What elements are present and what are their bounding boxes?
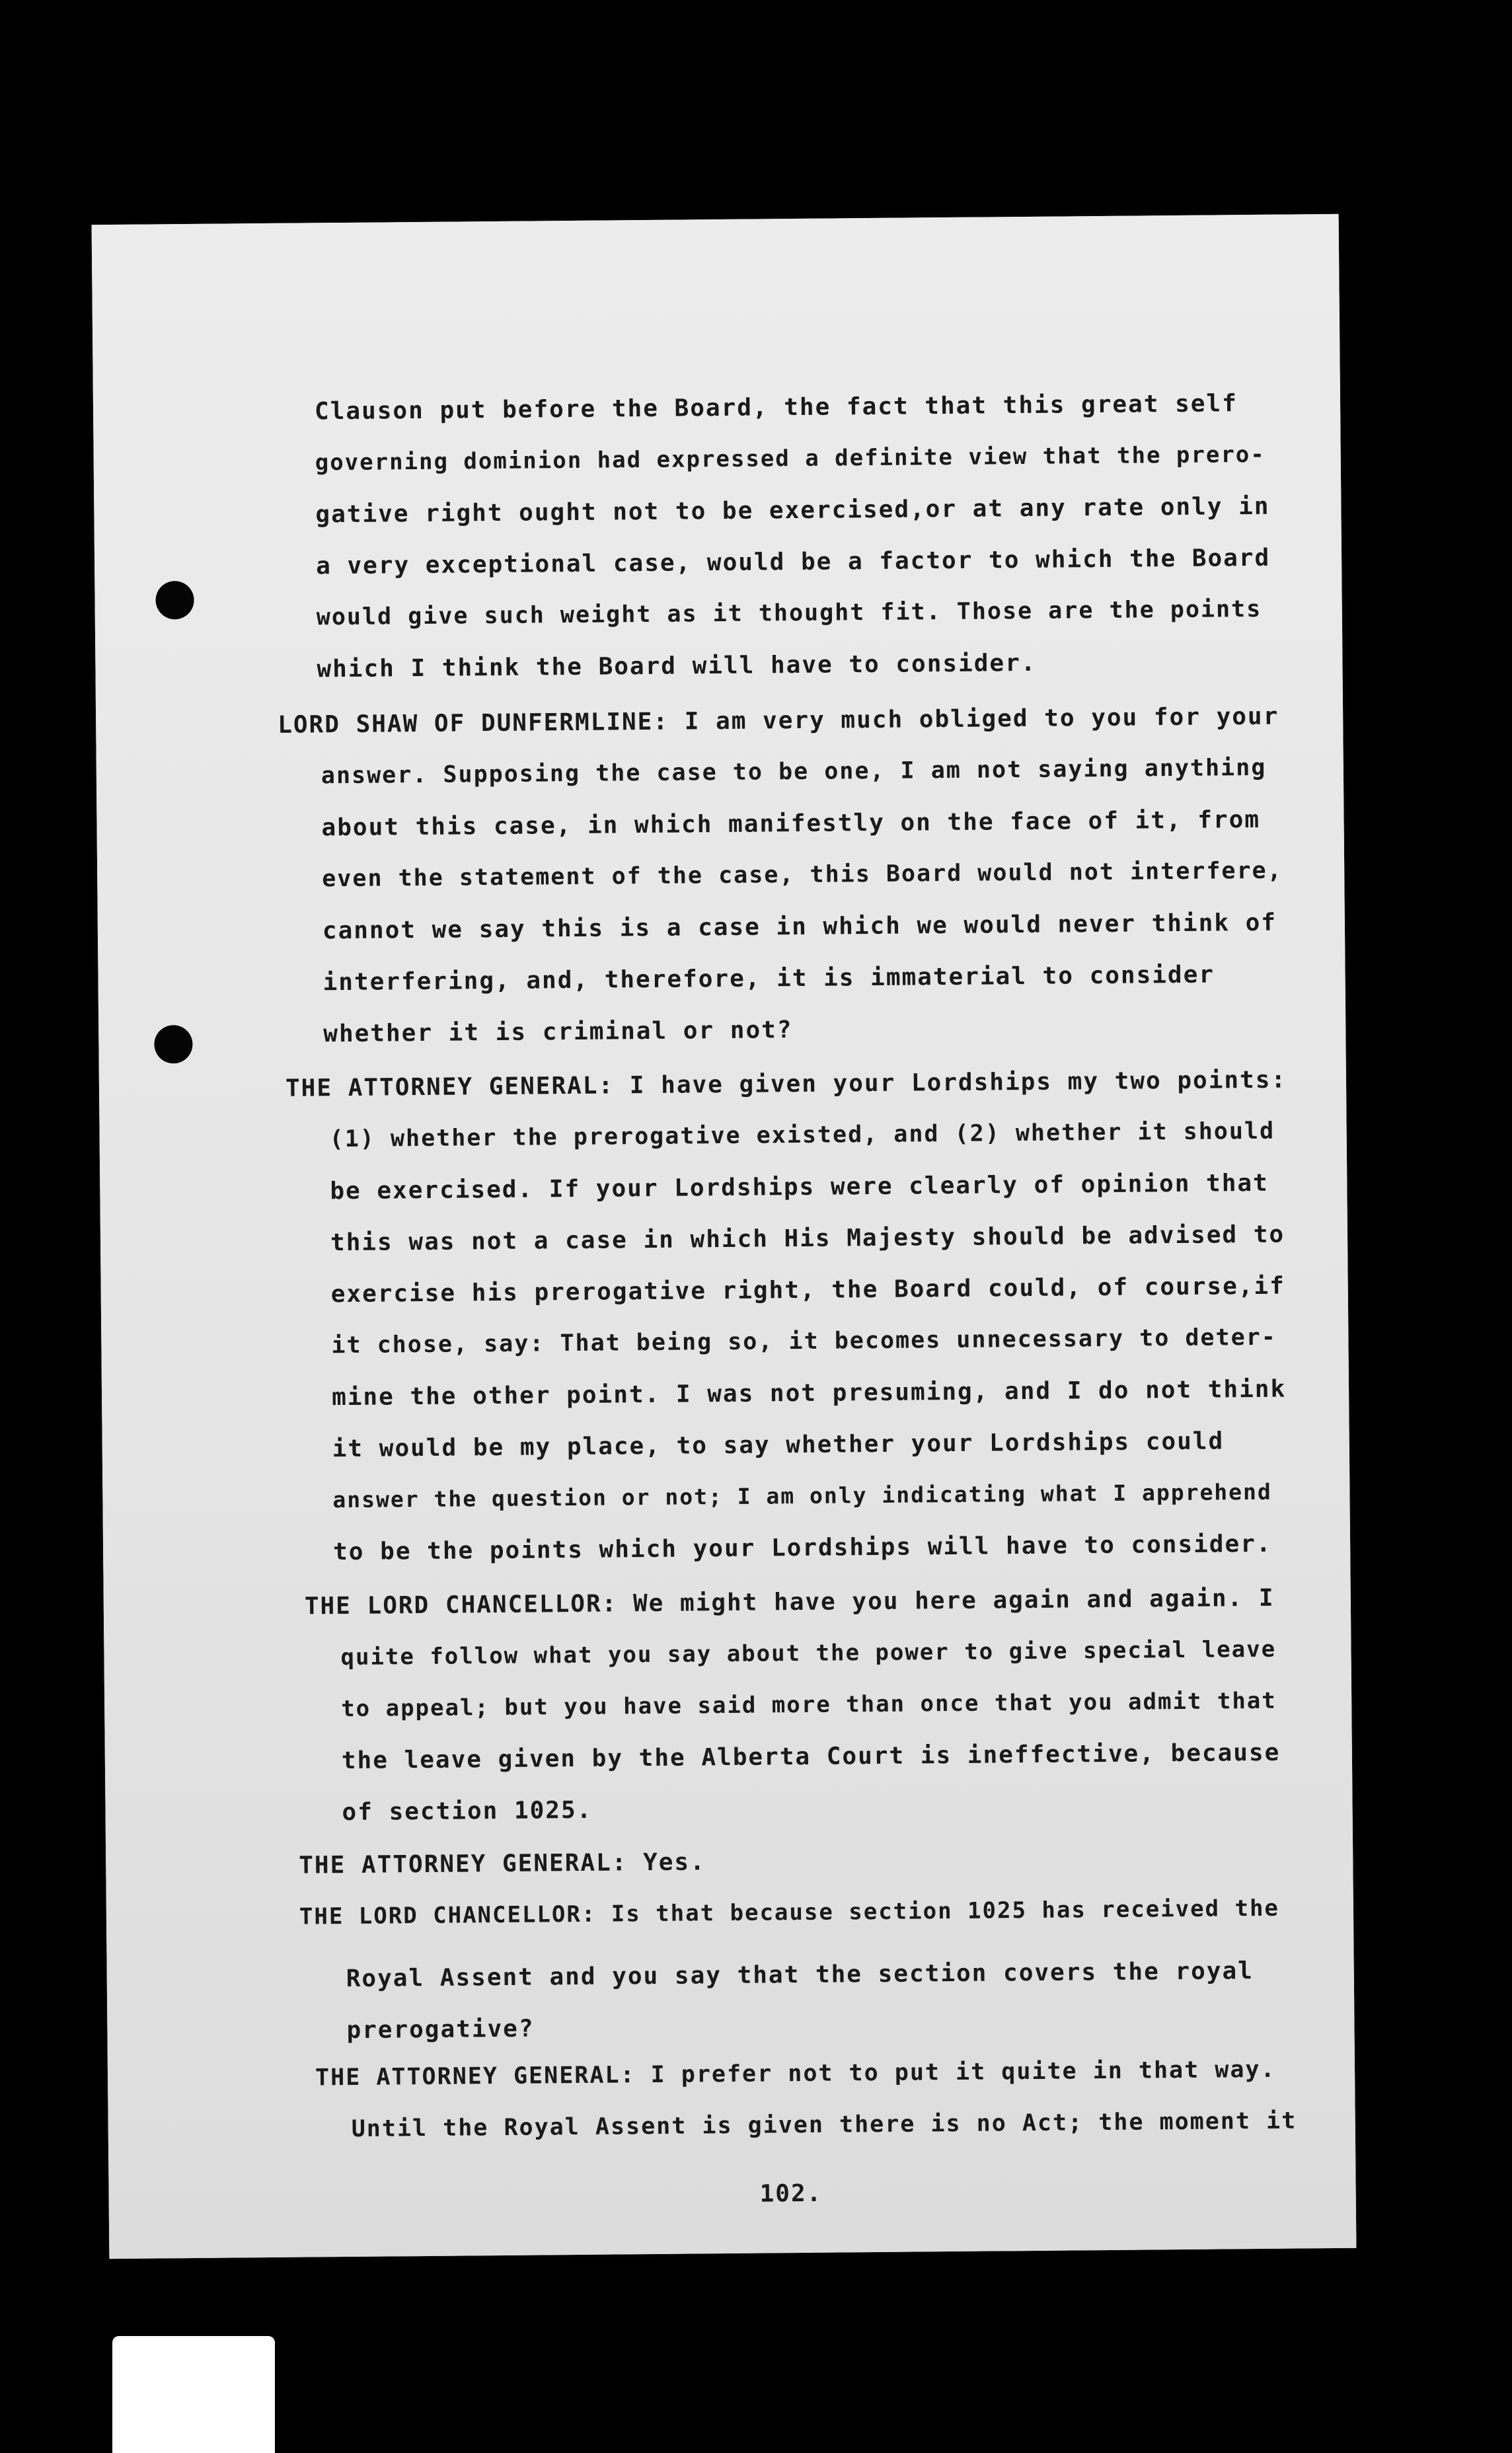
transcript-text bbox=[92, 214, 1357, 2259]
text-line: governing dominion had expressed a definite view that the prero- bbox=[315, 441, 1266, 476]
text-line: Until the Royal Assent is given there is no Act; the moment it bbox=[351, 2107, 1297, 2142]
text-line: it chose, say: That being so, it becomes unnecessary to deter- bbox=[331, 1324, 1277, 1359]
text-line: be exercised. If your Lordships were clearly of opinion that bbox=[330, 1169, 1269, 1205]
text-line: which I think the Board will have to consider. bbox=[317, 649, 1037, 683]
text-line: would give such weight as it thought fit. Those are the points bbox=[316, 595, 1262, 631]
text-line: interfering, and, therefore, it is immaterial to consider bbox=[322, 961, 1215, 997]
text-line: answer the question or not; I am only indicating what I apprehend bbox=[332, 1478, 1272, 1513]
text-line: about this case, in which manifestly on the face of it, from bbox=[321, 806, 1261, 842]
page-number: 102. bbox=[759, 2179, 823, 2208]
text-line: Clauson put before the Board, the fact that this great self bbox=[314, 390, 1238, 426]
text-line: Royal Assent and you say that the section covers the royal bbox=[346, 1957, 1254, 1993]
text-line: a very exceptional case, would be a factor to which the Board bbox=[315, 544, 1271, 580]
speaker-line: THE ATTORNEY GENERAL: I have given your Lordships my two points: bbox=[285, 1066, 1287, 1102]
text-line: (1) whether the prerogative existed, and (2) whether it should bbox=[329, 1117, 1275, 1153]
speaker-line: THE LORD CHANCELLOR: Is that because section 1025 has received the bbox=[299, 1895, 1280, 1930]
text-line: to be the points which your Lordships will have to consider. bbox=[332, 1530, 1272, 1566]
text-line: mine the other point. I was not presuming, and I do not think bbox=[331, 1375, 1287, 1412]
text-line: whether it is criminal or not? bbox=[323, 1016, 793, 1048]
document-page bbox=[92, 214, 1357, 2259]
text-line: this was not a case in which His Majesty should be advised to bbox=[330, 1221, 1285, 1257]
speaker-line: THE ATTORNEY GENERAL: I prefer not to put it quite in that way. bbox=[315, 2056, 1276, 2092]
text-line: even the statement of the case, this Board would not interfere, bbox=[322, 857, 1283, 893]
text-line: answer. Supposing the case to be one, I am not saying anything bbox=[321, 754, 1267, 790]
text-line: the leave given by the Alberta Court is ineffective, because bbox=[341, 1739, 1281, 1775]
speaker-line: THE ATTORNEY GENERAL: Yes. bbox=[299, 1848, 706, 1879]
speaker-line: THE LORD CHANCELLOR: We might have you here again and again. I bbox=[304, 1584, 1275, 1620]
text-line: exercise his prerogative right, the Board could, of course,if bbox=[330, 1272, 1285, 1308]
text-line: it would be my place, to say whether your Lordships could bbox=[332, 1427, 1225, 1463]
speaker-line: LORD SHAW OF DUNFERMLINE: I am very much obliged to you for your bbox=[278, 702, 1279, 739]
scan-tab-marker bbox=[112, 2336, 275, 2453]
text-line: to appeal; but you have said more than once that you admit that bbox=[341, 1687, 1277, 1723]
text-line: prerogative? bbox=[346, 2015, 535, 2045]
text-line: cannot we say this is a case in which we would never think of bbox=[322, 909, 1277, 945]
text-line: of section 1025. bbox=[342, 1796, 593, 1827]
text-line: quite follow what you say about the power to give special leave bbox=[340, 1636, 1277, 1671]
text-line: gative right ought not to be exercised,or at any rate only in bbox=[315, 492, 1270, 529]
